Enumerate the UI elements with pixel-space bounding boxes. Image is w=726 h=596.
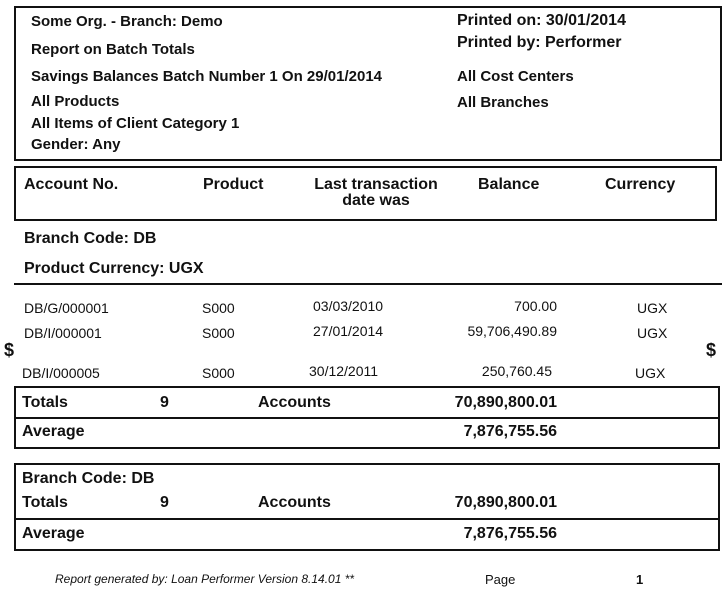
subtotal-average-label: Average <box>22 423 85 440</box>
branch-total-balance: 70,890,800.01 <box>454 494 557 511</box>
branch-total-accounts-label: Accounts <box>258 494 331 511</box>
branch-total-count: 9 <box>160 494 169 511</box>
col-account-no: Account No. <box>24 176 119 193</box>
row-3-product: S000 <box>202 365 235 381</box>
branch-code-heading: Branch Code: DB <box>24 230 157 247</box>
row-2-currency: UGX <box>637 325 668 341</box>
branches-filter: All Branches <box>457 94 549 111</box>
row-1-account: DB/G/000001 <box>24 300 109 316</box>
row-2-balance: 59,706,490.89 <box>467 323 557 339</box>
row-1-balance: 700.00 <box>514 298 557 314</box>
footer-generated-by: Report generated by: Loan Performer Version 8.14.01 ** <box>55 572 355 586</box>
col-balance: Balance <box>478 176 540 193</box>
subtotal-average-balance: 7,876,755.56 <box>463 423 557 440</box>
row-2-date: 27/01/2014 <box>313 323 384 339</box>
products-filter: All Products <box>31 93 120 110</box>
row-3-date: 30/12/2011 <box>309 363 379 379</box>
row-2-product: S000 <box>202 325 235 341</box>
row-3-currency: UGX <box>635 365 666 381</box>
branch-total-code: Branch Code: DB <box>22 470 155 487</box>
subtotal-count: 9 <box>160 394 169 411</box>
subtotal-divider <box>14 417 720 419</box>
branch-total-divider <box>14 518 720 520</box>
subtotal-totals-label: Totals <box>22 394 68 411</box>
subtotal-total-balance: 70,890,800.01 <box>454 394 557 411</box>
footer-page-number: 1 <box>636 572 644 587</box>
row-3-account: DB/I/000005 <box>22 365 100 381</box>
col-last-transaction <box>300 176 452 210</box>
col-product: Product <box>203 176 264 193</box>
printed-on: Printed on: 30/01/2014 <box>457 12 626 29</box>
row-1-currency: UGX <box>637 300 668 316</box>
row-1-date: 03/03/2010 <box>313 298 384 314</box>
client-category-filter: All Items of Client Category 1 <box>31 115 240 132</box>
page-break-mark-left: $ <box>4 340 15 360</box>
product-currency-heading: Product Currency: UGX <box>24 260 204 277</box>
row-2-account: DB/I/000001 <box>24 325 102 341</box>
batch-line: Savings Balances Batch Number 1 On 29/01/2014 <box>31 68 382 85</box>
cost-centers-filter: All Cost Centers <box>457 68 574 85</box>
col-currency: Currency <box>605 176 676 193</box>
group-divider <box>14 283 722 285</box>
col-last-transaction-line1: Last transaction <box>314 176 438 193</box>
printed-by: Printed by: Performer <box>457 34 622 51</box>
subtotal-accounts-label: Accounts <box>258 394 331 411</box>
page-break-mark-right: $ <box>706 340 717 360</box>
branch-total-average-balance: 7,876,755.56 <box>463 525 557 542</box>
footer-page-label: Page <box>485 572 516 587</box>
row-1-product: S000 <box>202 300 235 316</box>
row-3-balance: 250,760.45 <box>481 363 552 379</box>
branch-total-average-label: Average <box>22 525 85 542</box>
report-title: Report on Batch Totals <box>31 41 195 58</box>
org-branch: Some Org. - Branch: Demo <box>31 13 223 30</box>
gender-filter: Gender: Any <box>31 136 121 153</box>
branch-total-totals-label: Totals <box>22 494 68 511</box>
col-last-transaction-line2: date was <box>342 192 410 209</box>
